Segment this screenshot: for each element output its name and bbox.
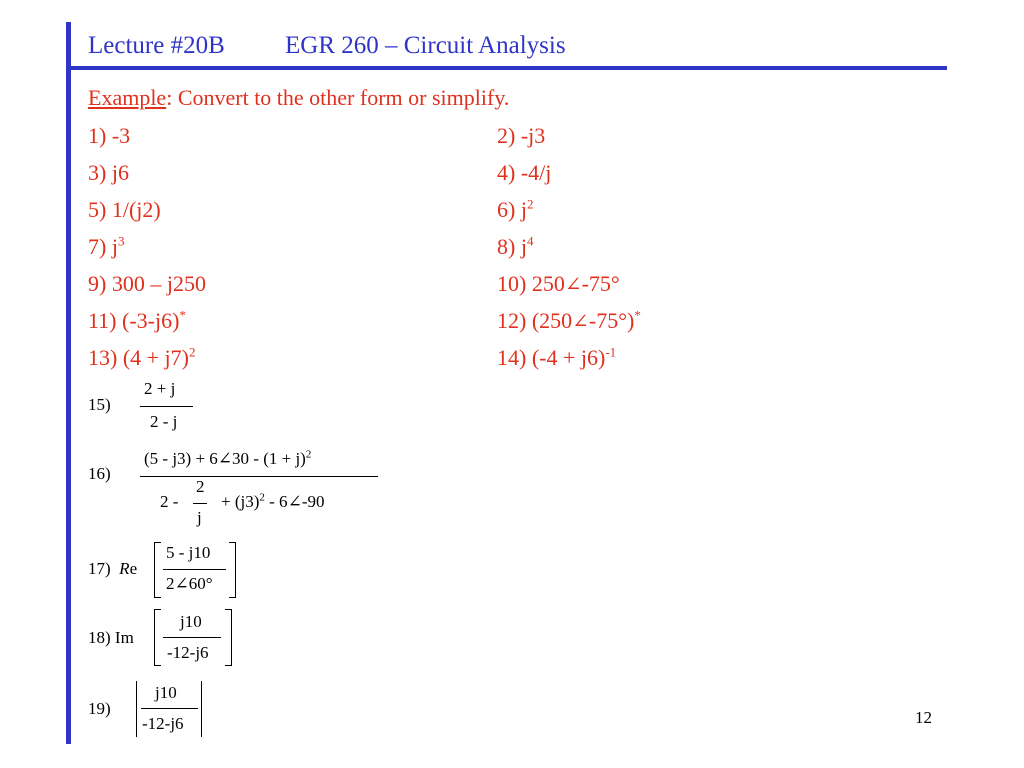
problem-10-angle: -75°: [581, 271, 620, 296]
problem-17-number: 17): [88, 559, 111, 578]
angle-symbol: ∠: [174, 574, 189, 593]
problem-14: [497, 345, 616, 371]
problem-1: 1) -3: [88, 123, 131, 148]
angle-symbol: ∠: [217, 449, 233, 468]
problem-13: [88, 345, 196, 371]
angle-symbol: ∠: [564, 274, 582, 296]
problem-18-label: 18) Im: [88, 628, 134, 647]
problem-11-base: 11) (-3-j6): [88, 308, 180, 333]
problem-16-num-part-b: 30 - (1 + j): [232, 449, 306, 468]
problem-9: 9) 300 – j250: [88, 271, 206, 296]
problem-16-num-exp: 2: [305, 448, 312, 461]
problem-7-base: 7) j: [88, 234, 118, 259]
problem-16-fraction-bar: [140, 476, 378, 477]
problem-12-magnitude: 12) (250: [497, 308, 573, 333]
problem-15-fraction-bar: [140, 406, 193, 407]
problem-18-numerator: j10: [180, 612, 202, 631]
problem-12-angle: -75°): [588, 308, 635, 333]
problem-16-den-exp: 2: [259, 491, 265, 504]
problem-19-right-abs-bar: [201, 681, 202, 737]
example-heading: [88, 85, 509, 111]
problem-16-label: 16): [88, 464, 111, 483]
problem-4: 4) -4/j: [497, 160, 552, 185]
problem-17-left-bracket: [154, 542, 161, 598]
problem-12: [497, 308, 641, 334]
problem-11-exp: *: [179, 307, 186, 323]
problem-17-den-magnitude: 2: [166, 574, 175, 593]
problem-19-label: 19): [88, 699, 111, 718]
problem-17-numerator: 5 - j10: [166, 543, 211, 562]
problem-18-fraction-bar: [163, 637, 221, 638]
problem-16-inner-numerator: 2: [196, 477, 205, 496]
problem-19-fraction-bar: [141, 708, 198, 709]
problem-17-re-e: e: [129, 559, 138, 578]
problem-8: [497, 234, 533, 260]
course-title: EGR 260 – Circuit Analysis: [285, 32, 566, 59]
angle-symbol: ∠: [572, 311, 589, 333]
problem-10: [497, 271, 620, 297]
problem-12-exp: *: [634, 307, 641, 323]
problem-11: [88, 308, 186, 334]
problem-17-den-angle: 60°: [188, 574, 213, 593]
problem-16-numerator: [144, 449, 311, 469]
problem-18-denominator: -12-j6: [167, 643, 209, 662]
problem-5: 5) 1/(j2): [88, 197, 161, 222]
problem-8-exp: 4: [526, 233, 534, 249]
problem-16-inner-denominator: j: [197, 508, 202, 527]
left-accent-bar: [66, 22, 71, 744]
problem-13-exp: 2: [189, 344, 196, 360]
problem-15-numerator: 2 + j: [144, 379, 176, 398]
problem-6-exp: 2: [526, 196, 534, 212]
problem-17-fraction-bar: [163, 569, 226, 570]
problem-16-den-part-c: - 6: [264, 492, 288, 511]
problem-19-denominator: -12-j6: [142, 714, 184, 733]
problem-19-left-abs-bar: [136, 681, 137, 737]
problem-7: [88, 234, 124, 260]
problem-15-label: 15): [88, 395, 111, 414]
page-number: 12: [915, 708, 932, 727]
example-label: Example: [88, 85, 167, 110]
problem-6-base: 6) j: [497, 197, 527, 222]
problem-17-re-r: R: [119, 559, 130, 578]
problem-16-den-part-a: 2 -: [160, 492, 179, 511]
problem-16-inner-fraction-bar: [193, 503, 207, 504]
problem-17-right-bracket: [229, 542, 236, 598]
problem-17-denominator: [166, 574, 213, 594]
problem-18-right-bracket: [225, 609, 232, 666]
example-instruction: : Convert to the other form or simplify.: [166, 85, 510, 110]
title-divider: [71, 66, 947, 70]
angle-symbol: ∠: [287, 492, 302, 511]
problem-16-den-j3: + (j3): [221, 492, 260, 511]
problem-6: [497, 197, 533, 223]
problem-3: 3) j6: [88, 160, 129, 185]
problem-16-num-part-a: (5 - j3) + 6: [144, 449, 218, 468]
problem-2: 2) -j3: [497, 123, 546, 148]
problem-10-magnitude: 10) 250: [497, 271, 565, 296]
problem-8-base: 8) j: [497, 234, 527, 259]
problem-18-left-bracket: [154, 609, 161, 666]
problem-13-base: 13) (4 + j7): [88, 345, 189, 370]
lecture-title: Lecture #20B: [88, 32, 225, 59]
problem-17-label: [88, 559, 137, 579]
problem-7-exp: 3: [117, 233, 125, 249]
problem-15-denominator: 2 - j: [150, 412, 178, 431]
problem-16-den-part-d: -90: [301, 492, 325, 511]
problem-19-numerator: j10: [155, 683, 177, 702]
problem-14-exp: -1: [605, 344, 617, 360]
problem-16-den-part-b: [221, 492, 324, 512]
problem-14-base: 14) (-4 + j6): [497, 345, 606, 370]
